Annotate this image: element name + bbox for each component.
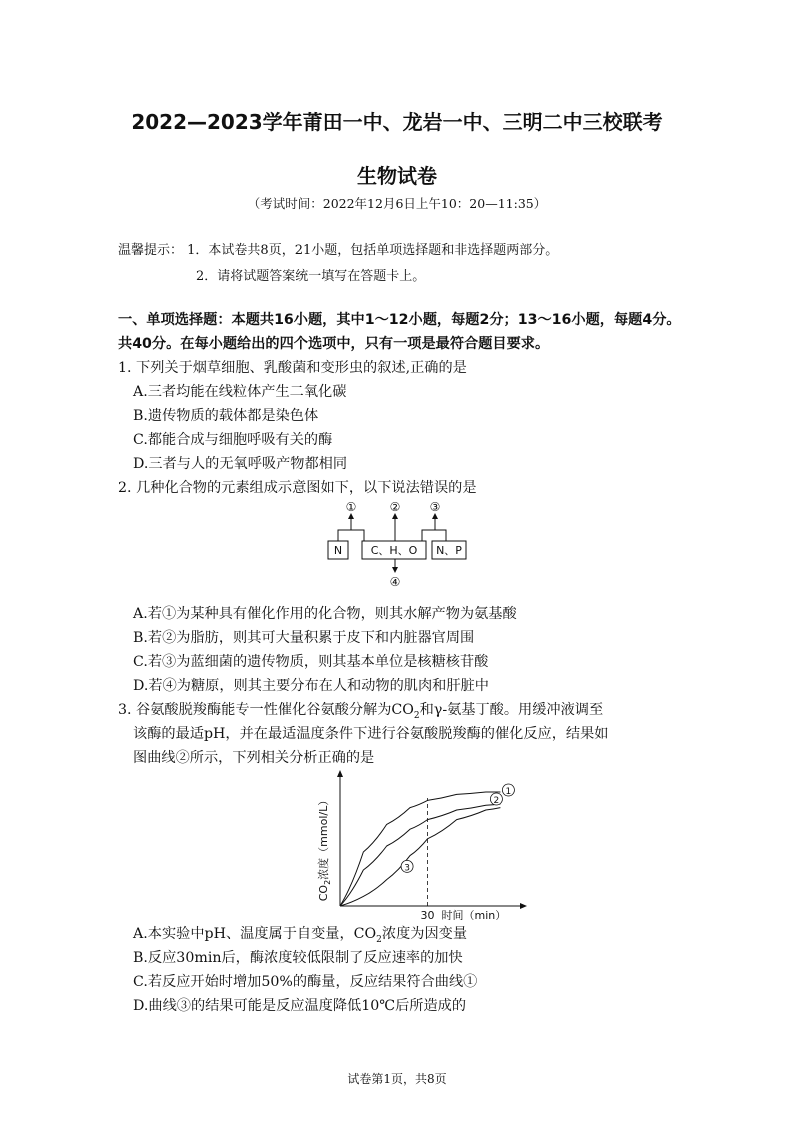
tips-item-2: 2．请将试题答案统一填写在答题卡上。 <box>196 269 426 284</box>
marker-4: ④ <box>389 575 401 589</box>
section-heading: 一、单项选择题：本题共16小题，其中1～12小题，每题2分；13～16小题，每题4分。共40分。在每小题给出的四个选项中，只有一项是最符合题目要求。 <box>118 312 681 352</box>
q1-stem: 1. 下列关于烟草细胞、乳酸菌和变形虫的叙述,正确的是 <box>118 360 467 376</box>
q1-option-d: D.三者与人的无氧呼吸产物都相同 <box>133 456 348 472</box>
q1-option-c: C.都能合成与细胞呼吸有关的酶 <box>133 432 333 448</box>
series-line-1 <box>340 792 500 906</box>
box-cho-label: C、H、O <box>370 544 418 557</box>
q3-option-a: A.本实验中pH、温度属于自变量，$CO_2$浓度为因变量 <box>133 926 468 945</box>
q2-option-a: A.若①为某种具有催化作用的化合物，则其水解产物为氨基酸 <box>133 606 517 622</box>
q1-option-b: B.遗传物质的载体都是染色体 <box>133 408 319 424</box>
series-label-3: 3 <box>404 863 410 874</box>
page-footer: 试卷第1页，共8页 <box>347 1072 447 1086</box>
x-axis-label: 时间（min） <box>441 909 507 920</box>
q2-option-c: C.若③为蓝细菌的遗传物质，则其基本单位是核糖核苷酸 <box>133 654 489 670</box>
q3-option-b: B.反应30min后，酶浓度较低限制了反应速率的加快 <box>133 950 463 966</box>
x-tick-30: 30 <box>420 909 435 920</box>
chart-lines <box>340 784 514 906</box>
q3-option-c: C.若反应开始时增加50%的酶量，反应结果符合曲线① <box>133 974 478 990</box>
marker-1: ① <box>345 500 357 514</box>
chart-axes <box>337 770 527 909</box>
box-np-label: N、P <box>436 544 462 557</box>
series-line-2 <box>340 804 500 906</box>
marker-2: ② <box>389 500 401 514</box>
exam-time: （考试时间：2022年12月6日上午10：20—11:35） <box>247 196 547 211</box>
exam-title: 2022—2023学年莆田一中、龙岩一中、三明二中三校联考 <box>131 110 663 134</box>
tips-label: 温馨提示： <box>118 243 184 258</box>
q3-stem-line-2: 该酶的最适pH，并在最适温度条件下进行谷氨酸脱羧酶的催化反应，结果如 <box>133 726 609 742</box>
q1-option-a: A.三者均能在线粒体产生二氧化碳 <box>133 384 347 400</box>
enzyme-reaction-chart <box>300 770 530 920</box>
q2-stem: 2. 几种化合物的元素组成示意图如下，以下说法错误的是 <box>118 480 477 496</box>
box-n-label: N <box>333 544 343 557</box>
element-composition-diagram <box>318 500 468 590</box>
series-line-3 <box>340 808 500 906</box>
x-axis-arrow <box>520 903 527 909</box>
q3-option-d: D.曲线③的结果可能是反应温度降低10℃后所造成的 <box>133 998 467 1014</box>
q2-option-d: D.若④为糖原，则其主要分布在人和动物的肌肉和肝脏中 <box>133 678 489 694</box>
q3-stem-line-1: 3. 谷氨酸脱羧酶能专一性催化谷氨酸分解为$CO_2$和γ-氨基丁酸。用缓冲液调至 <box>118 702 604 721</box>
y-axis-label: $CO_2$浓度（mmol/L） <box>317 794 332 902</box>
tips-line-1 <box>118 239 558 258</box>
series-label-1: 1 <box>505 787 512 797</box>
exam-subject: 生物试卷 <box>357 164 437 188</box>
series-label-2: 2 <box>493 796 500 806</box>
q3-stem-line-3: 图曲线②所示，下列相关分析正确的是 <box>133 750 375 766</box>
q2-option-b: B.若②为脂肪，则其可大量积累于皮下和内脏器官周围 <box>133 630 475 646</box>
tips-item-1: 1．本试卷共8页，21小题，包括单项选择题和非选择题两部分。 <box>187 243 559 258</box>
y-axis-arrow <box>337 770 343 777</box>
marker-3: ③ <box>429 500 441 514</box>
